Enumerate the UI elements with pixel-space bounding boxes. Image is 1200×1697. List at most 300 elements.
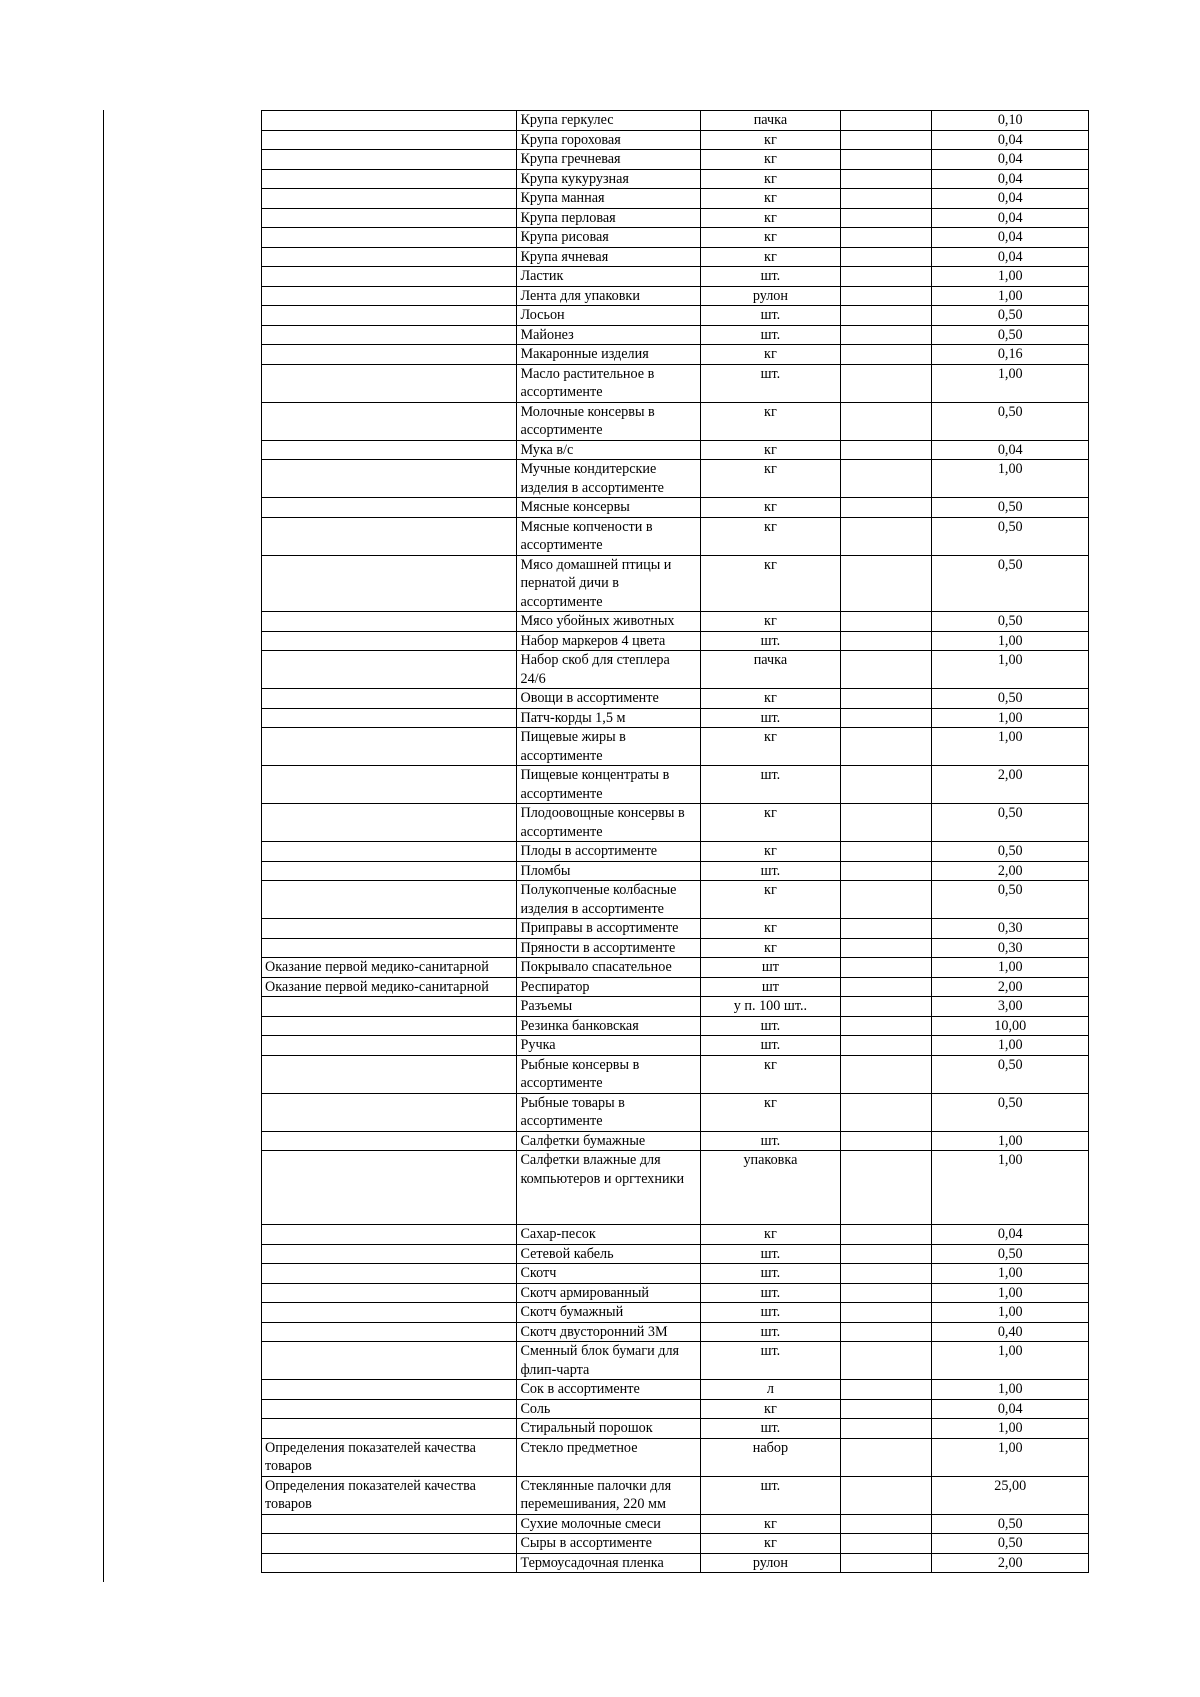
unit-cell: шт. (701, 267, 840, 287)
purpose-cell (262, 766, 517, 804)
item-name-cell: Соль (517, 1399, 701, 1419)
quantity-cell: 0,04 (932, 228, 1089, 248)
table-row (262, 345, 1089, 365)
table-row (262, 842, 1089, 862)
item-name-cell: Пряности в ассортименте (517, 938, 701, 958)
empty-cell (840, 460, 932, 498)
empty-cell (840, 1399, 932, 1419)
item-name-cell: Молочные консервы в ассортименте (517, 402, 701, 440)
quantity-cell: 1,00 (932, 1131, 1089, 1151)
unit-cell: шт. (701, 708, 840, 728)
item-name-cell: Сетевой кабель (517, 1244, 701, 1264)
table-row (262, 111, 1089, 131)
quantity-cell: 2,00 (932, 1553, 1089, 1573)
unit-cell: шт. (701, 1303, 840, 1323)
unit-cell: шт. (701, 1342, 840, 1380)
purpose-cell (262, 1283, 517, 1303)
table-row (262, 1264, 1089, 1284)
item-name-cell: Сменный блок бумаги для флип-чарта (517, 1342, 701, 1380)
purpose-cell (262, 1055, 517, 1093)
item-name-cell: Разъемы (517, 997, 701, 1017)
purpose-cell (262, 1244, 517, 1264)
quantity-cell: 0,04 (932, 440, 1089, 460)
empty-cell (840, 1225, 932, 1245)
purpose-cell (262, 1419, 517, 1439)
empty-cell (840, 1476, 932, 1514)
table-row (262, 555, 1089, 612)
item-name-cell: Майонез (517, 325, 701, 345)
quantity-cell: 0,50 (932, 1514, 1089, 1534)
empty-cell (840, 1438, 932, 1476)
purpose-cell (262, 1131, 517, 1151)
empty-cell (840, 130, 932, 150)
empty-cell (840, 881, 932, 919)
quantity-cell: 0,50 (932, 325, 1089, 345)
item-name-cell: Резинка банковская (517, 1016, 701, 1036)
quantity-cell: 25,00 (932, 1476, 1089, 1514)
quantity-cell: 0,50 (932, 1055, 1089, 1093)
item-name-cell: Рыбные товары в ассортименте (517, 1093, 701, 1131)
unit-cell: кг (701, 881, 840, 919)
empty-cell (840, 1244, 932, 1264)
empty-cell (840, 1151, 932, 1225)
empty-cell (840, 345, 932, 365)
unit-cell: рулон (701, 1553, 840, 1573)
item-name-cell: Респиратор (517, 977, 701, 997)
empty-cell (840, 861, 932, 881)
item-name-cell: Салфетки влажные для компьютеров и оргтехники (517, 1151, 701, 1225)
table-row (262, 938, 1089, 958)
item-name-cell: Плодоовощные консервы в ассортименте (517, 804, 701, 842)
item-name-cell: Пищевые концентраты в ассортименте (517, 766, 701, 804)
empty-cell (840, 555, 932, 612)
purpose-cell: Оказание первой медико-санитарной (262, 977, 517, 997)
item-name-cell: Крупа гречневая (517, 150, 701, 170)
empty-cell (840, 402, 932, 440)
quantity-cell: 0,50 (932, 402, 1089, 440)
purpose-cell (262, 460, 517, 498)
item-name-cell: Мука в/с (517, 440, 701, 460)
empty-cell (840, 440, 932, 460)
empty-cell (840, 498, 932, 518)
unit-cell: пачка (701, 111, 840, 131)
table-row (262, 881, 1089, 919)
empty-cell (840, 517, 932, 555)
quantity-cell: 0,50 (932, 306, 1089, 326)
unit-cell: кг (701, 555, 840, 612)
unit-cell: кг (701, 1514, 840, 1534)
item-name-cell: Крупа рисовая (517, 228, 701, 248)
purpose-cell (262, 111, 517, 131)
quantity-cell: 0,50 (932, 881, 1089, 919)
supplies-table-body (262, 111, 1089, 1573)
empty-cell (840, 612, 932, 632)
empty-cell (840, 228, 932, 248)
quantity-cell: 3,00 (932, 997, 1089, 1017)
purpose-cell (262, 1342, 517, 1380)
item-name-cell: Полукопченые колбасные изделия в ассортименте (517, 881, 701, 919)
table-row (262, 651, 1089, 689)
table-row (262, 1093, 1089, 1131)
supplies-table (261, 110, 1089, 1573)
unit-cell: кг (701, 130, 840, 150)
table-row (262, 306, 1089, 326)
purpose-cell (262, 1225, 517, 1245)
item-name-cell: Скотч армированный (517, 1283, 701, 1303)
item-name-cell: Скотч двусторонний 3М (517, 1322, 701, 1342)
unit-cell: пачка (701, 651, 840, 689)
item-name-cell: Лента для упаковки (517, 286, 701, 306)
purpose-cell (262, 498, 517, 518)
unit-cell: кг (701, 1534, 840, 1554)
quantity-cell: 0,50 (932, 1093, 1089, 1131)
item-name-cell: Крупа манная (517, 189, 701, 209)
empty-cell (840, 306, 932, 326)
purpose-cell (262, 861, 517, 881)
table-row (262, 440, 1089, 460)
purpose-cell (262, 402, 517, 440)
item-name-cell: Скотч бумажный (517, 1303, 701, 1323)
empty-cell (840, 1380, 932, 1400)
quantity-cell: 1,00 (932, 267, 1089, 287)
empty-cell (840, 1553, 932, 1573)
item-name-cell: Рыбные консервы в ассортименте (517, 1055, 701, 1093)
purpose-cell (262, 1093, 517, 1131)
table-row (262, 1225, 1089, 1245)
table-row (262, 1380, 1089, 1400)
empty-cell (840, 267, 932, 287)
empty-cell (840, 1283, 932, 1303)
purpose-cell (262, 1036, 517, 1056)
purpose-cell (262, 1534, 517, 1554)
quantity-cell: 0,04 (932, 169, 1089, 189)
table-row (262, 728, 1089, 766)
unit-cell: кг (701, 402, 840, 440)
purpose-cell (262, 1322, 517, 1342)
table-row (262, 958, 1089, 978)
unit-cell: кг (701, 842, 840, 862)
item-name-cell: Макаронные изделия (517, 345, 701, 365)
quantity-cell: 0,04 (932, 208, 1089, 228)
empty-cell (840, 111, 932, 131)
purpose-cell (262, 612, 517, 632)
table-row (262, 977, 1089, 997)
empty-cell (840, 1419, 932, 1439)
purpose-cell: Определения показателей качества товаров (262, 1438, 517, 1476)
table-row (262, 1322, 1089, 1342)
unit-cell: шт. (701, 1244, 840, 1264)
unit-cell: кг (701, 228, 840, 248)
item-name-cell: Стеклянные палочки для перемешивания, 220 мм (517, 1476, 701, 1514)
purpose-cell (262, 842, 517, 862)
empty-cell (840, 689, 932, 709)
purpose-cell (262, 708, 517, 728)
unit-cell: кг (701, 612, 840, 632)
purpose-cell (262, 689, 517, 709)
empty-cell (840, 1322, 932, 1342)
unit-cell: шт. (701, 364, 840, 402)
table-row (262, 228, 1089, 248)
item-name-cell: Мясо убойных животных (517, 612, 701, 632)
table-row (262, 208, 1089, 228)
quantity-cell: 1,00 (932, 1264, 1089, 1284)
quantity-cell: 0,04 (932, 1225, 1089, 1245)
margin-rule (103, 110, 104, 1582)
unit-cell: рулон (701, 286, 840, 306)
item-name-cell: Мучные кондитерские изделия в ассортименте (517, 460, 701, 498)
item-name-cell: Масло растительное в ассортименте (517, 364, 701, 402)
quantity-cell: 0,16 (932, 345, 1089, 365)
item-name-cell: Набор маркеров 4 цвета (517, 631, 701, 651)
table-row (262, 804, 1089, 842)
purpose-cell (262, 345, 517, 365)
unit-cell: кг (701, 1055, 840, 1093)
empty-cell (840, 728, 932, 766)
quantity-cell: 0,10 (932, 111, 1089, 131)
table-row (262, 1131, 1089, 1151)
empty-cell (840, 325, 932, 345)
purpose-cell (262, 247, 517, 267)
empty-cell (840, 1342, 932, 1380)
empty-cell (840, 958, 932, 978)
item-name-cell: Лосьон (517, 306, 701, 326)
quantity-cell: 1,00 (932, 1342, 1089, 1380)
unit-cell: шт. (701, 1419, 840, 1439)
item-name-cell: Крупа геркулес (517, 111, 701, 131)
purpose-cell (262, 1514, 517, 1534)
unit-cell: кг (701, 517, 840, 555)
table-row (262, 150, 1089, 170)
quantity-cell: 0,50 (932, 1244, 1089, 1264)
table-row (262, 1244, 1089, 1264)
unit-cell: шт. (701, 1016, 840, 1036)
purpose-cell (262, 267, 517, 287)
quantity-cell: 1,00 (932, 631, 1089, 651)
unit-cell: кг (701, 189, 840, 209)
purpose-cell (262, 631, 517, 651)
item-name-cell: Ручка (517, 1036, 701, 1056)
quantity-cell: 10,00 (932, 1016, 1089, 1036)
table-row (262, 364, 1089, 402)
table-row (262, 130, 1089, 150)
table-row (262, 1419, 1089, 1439)
table-row (262, 1055, 1089, 1093)
quantity-cell: 1,00 (932, 364, 1089, 402)
table-row (262, 861, 1089, 881)
unit-cell: кг (701, 460, 840, 498)
quantity-cell: 0,50 (932, 612, 1089, 632)
table-row (262, 325, 1089, 345)
purpose-cell (262, 651, 517, 689)
purpose-cell (262, 1016, 517, 1036)
item-name-cell: Мясные консервы (517, 498, 701, 518)
unit-cell: кг (701, 1399, 840, 1419)
purpose-cell (262, 1380, 517, 1400)
unit-cell: л (701, 1380, 840, 1400)
quantity-cell: 1,00 (932, 1036, 1089, 1056)
table-row (262, 997, 1089, 1017)
empty-cell (840, 919, 932, 939)
unit-cell: у п. 100 шт.. (701, 997, 840, 1017)
quantity-cell: 0,50 (932, 498, 1089, 518)
empty-cell (840, 1036, 932, 1056)
empty-cell (840, 1303, 932, 1323)
unit-cell: шт. (701, 1476, 840, 1514)
quantity-cell: 0,04 (932, 247, 1089, 267)
unit-cell: шт. (701, 631, 840, 651)
purpose-cell (262, 1303, 517, 1323)
unit-cell: шт. (701, 1131, 840, 1151)
unit-cell: кг (701, 1225, 840, 1245)
purpose-cell (262, 938, 517, 958)
unit-cell: шт. (701, 1322, 840, 1342)
table-row (262, 1283, 1089, 1303)
purpose-cell (262, 804, 517, 842)
purpose-cell (262, 364, 517, 402)
item-name-cell: Пломбы (517, 861, 701, 881)
empty-cell (840, 1016, 932, 1036)
purpose-cell (262, 325, 517, 345)
purpose-cell (262, 286, 517, 306)
quantity-cell: 2,00 (932, 977, 1089, 997)
empty-cell (840, 804, 932, 842)
quantity-cell: 1,00 (932, 286, 1089, 306)
quantity-cell: 0,30 (932, 919, 1089, 939)
item-name-cell: Овощи в ассортименте (517, 689, 701, 709)
purpose-cell (262, 228, 517, 248)
item-name-cell: Плоды в ассортименте (517, 842, 701, 862)
purpose-cell (262, 130, 517, 150)
table-row (262, 612, 1089, 632)
quantity-cell: 0,40 (932, 1322, 1089, 1342)
purpose-cell (262, 150, 517, 170)
purpose-cell (262, 440, 517, 460)
unit-cell: кг (701, 1093, 840, 1131)
unit-cell: шт. (701, 1264, 840, 1284)
purpose-cell (262, 728, 517, 766)
unit-cell: шт (701, 977, 840, 997)
purpose-cell (262, 1264, 517, 1284)
purpose-cell (262, 997, 517, 1017)
unit-cell: кг (701, 208, 840, 228)
empty-cell (840, 1264, 932, 1284)
table-row (262, 460, 1089, 498)
table-row (262, 1553, 1089, 1573)
purpose-cell (262, 1553, 517, 1573)
quantity-cell: 0,04 (932, 150, 1089, 170)
quantity-cell: 0,04 (932, 189, 1089, 209)
unit-cell: шт. (701, 766, 840, 804)
empty-cell (840, 286, 932, 306)
quantity-cell: 0,50 (932, 804, 1089, 842)
table-row (262, 498, 1089, 518)
empty-cell (840, 364, 932, 402)
quantity-cell: 1,00 (932, 1419, 1089, 1439)
unit-cell: шт. (701, 1036, 840, 1056)
item-name-cell: Скотч (517, 1264, 701, 1284)
empty-cell (840, 938, 932, 958)
table-row (262, 631, 1089, 651)
item-name-cell: Сахар-песок (517, 1225, 701, 1245)
item-name-cell: Мясо домашней птицы и пернатой дичи в ассортименте (517, 555, 701, 612)
unit-cell: кг (701, 919, 840, 939)
item-name-cell: Набор скоб для степлера 24/6 (517, 651, 701, 689)
empty-cell (840, 842, 932, 862)
unit-cell: кг (701, 804, 840, 842)
item-name-cell: Крупа гороховая (517, 130, 701, 150)
empty-cell (840, 1131, 932, 1151)
table-row (262, 1016, 1089, 1036)
item-name-cell: Приправы в ассортименте (517, 919, 701, 939)
quantity-cell: 0,04 (932, 130, 1089, 150)
table-row (262, 708, 1089, 728)
item-name-cell: Сухие молочные смеси (517, 1514, 701, 1534)
item-name-cell: Сыры в ассортименте (517, 1534, 701, 1554)
unit-cell: кг (701, 247, 840, 267)
unit-cell: шт. (701, 1283, 840, 1303)
unit-cell: набор (701, 1438, 840, 1476)
quantity-cell: 0,50 (932, 555, 1089, 612)
quantity-cell: 1,00 (932, 1283, 1089, 1303)
quantity-cell: 1,00 (932, 958, 1089, 978)
table-row (262, 1476, 1089, 1514)
item-name-cell: Патч-корды 1,5 м (517, 708, 701, 728)
empty-cell (840, 1093, 932, 1131)
unit-cell: шт. (701, 306, 840, 326)
table-row (262, 267, 1089, 287)
item-name-cell: Крупа перловая (517, 208, 701, 228)
quantity-cell: 1,00 (932, 651, 1089, 689)
unit-cell: кг (701, 169, 840, 189)
purpose-cell (262, 555, 517, 612)
empty-cell (840, 208, 932, 228)
quantity-cell: 0,50 (932, 842, 1089, 862)
table-row (262, 517, 1089, 555)
purpose-cell (262, 517, 517, 555)
unit-cell: кг (701, 728, 840, 766)
quantity-cell: 1,00 (932, 1151, 1089, 1225)
table-row (262, 1438, 1089, 1476)
item-name-cell: Покрывало спасательное (517, 958, 701, 978)
table-row (262, 1534, 1089, 1554)
item-name-cell: Крупа кукурузная (517, 169, 701, 189)
unit-cell: упаковка (701, 1151, 840, 1225)
empty-cell (840, 631, 932, 651)
unit-cell: шт. (701, 861, 840, 881)
empty-cell (840, 977, 932, 997)
unit-cell: кг (701, 345, 840, 365)
quantity-cell: 2,00 (932, 861, 1089, 881)
table-row (262, 1399, 1089, 1419)
empty-cell (840, 708, 932, 728)
table-row (262, 1303, 1089, 1323)
quantity-cell: 0,50 (932, 689, 1089, 709)
unit-cell: кг (701, 150, 840, 170)
purpose-cell (262, 189, 517, 209)
empty-cell (840, 189, 932, 209)
purpose-cell (262, 208, 517, 228)
item-name-cell: Термоусадочная пленка (517, 1553, 701, 1573)
unit-cell: шт. (701, 325, 840, 345)
table-row (262, 1151, 1089, 1225)
table-row (262, 402, 1089, 440)
quantity-cell: 1,00 (932, 1380, 1089, 1400)
quantity-cell: 1,00 (932, 1303, 1089, 1323)
item-name-cell: Мясные копчености в ассортименте (517, 517, 701, 555)
empty-cell (840, 766, 932, 804)
table-row (262, 1342, 1089, 1380)
purpose-cell (262, 306, 517, 326)
